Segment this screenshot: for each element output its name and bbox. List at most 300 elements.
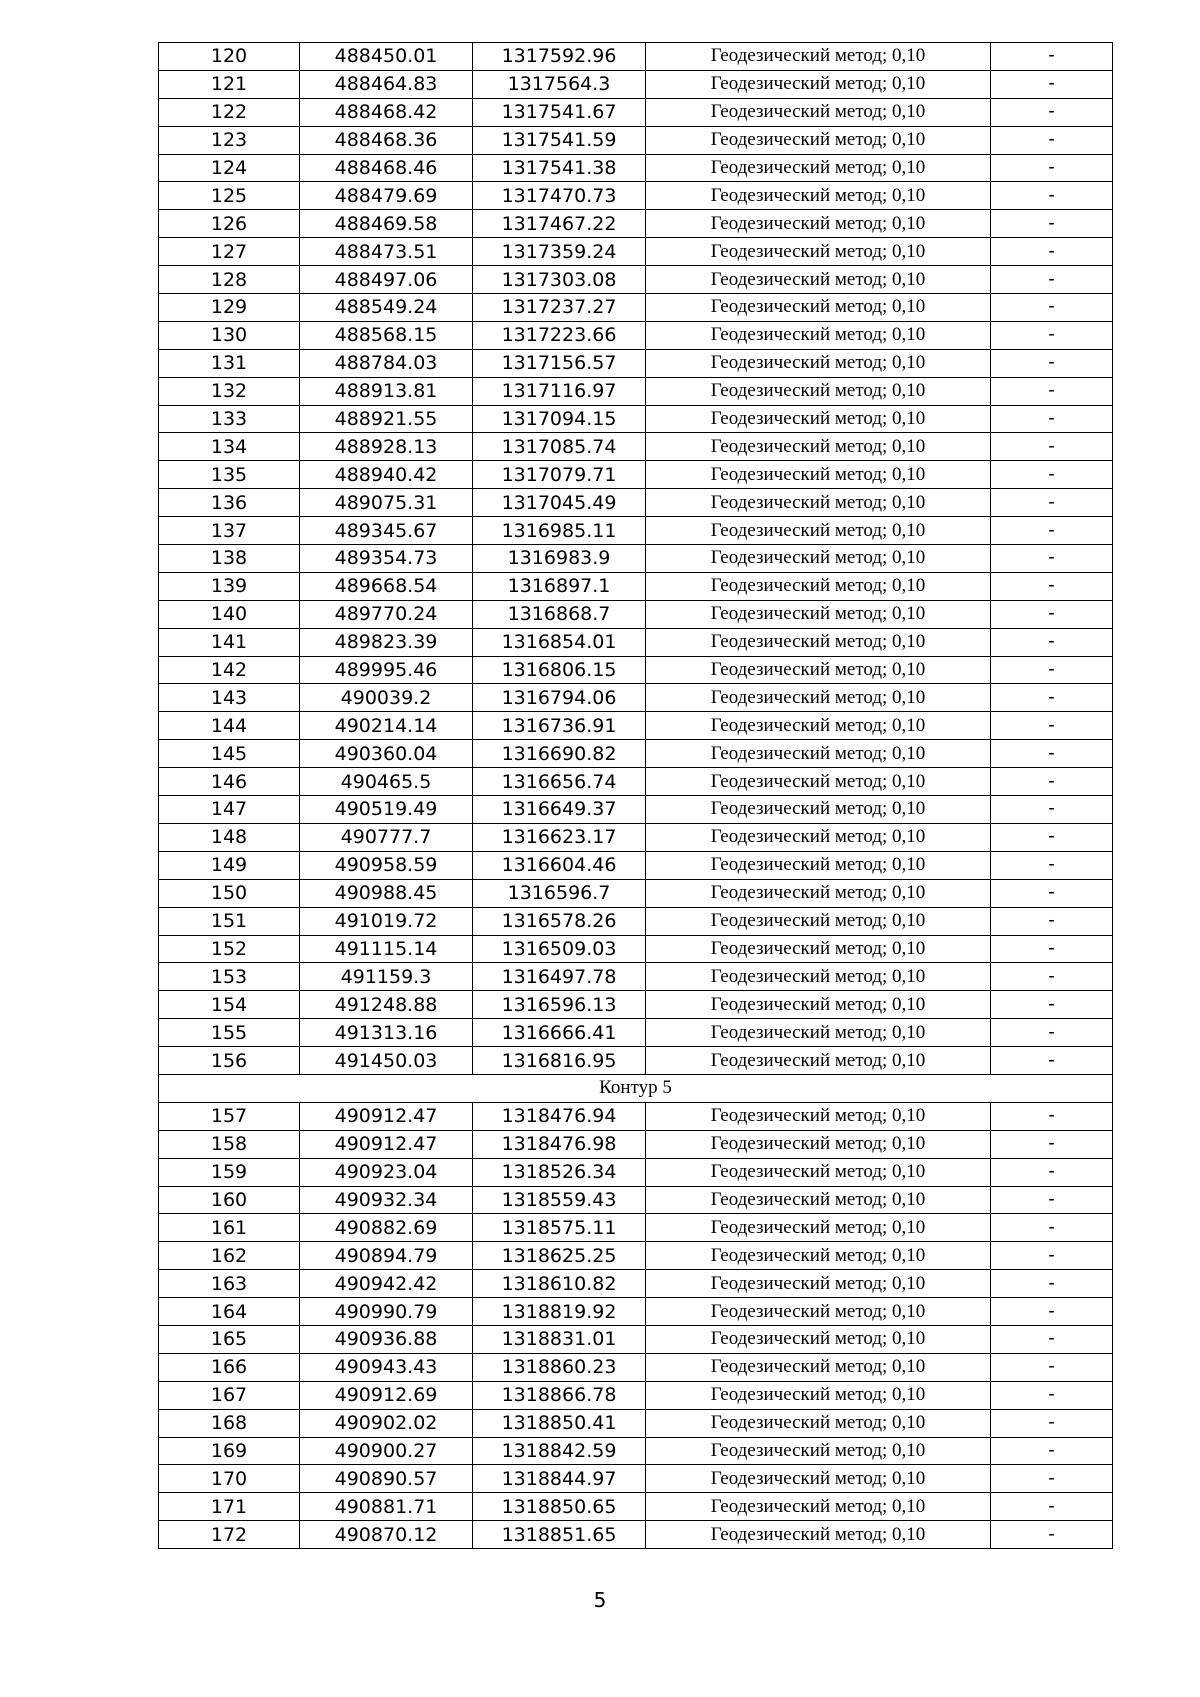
y-coordinate-cell: 1318819.92 bbox=[473, 1298, 646, 1326]
y-coordinate-cell: 1317156.57 bbox=[473, 349, 646, 377]
x-coordinate-cell: 490936.88 bbox=[300, 1325, 473, 1353]
y-coordinate-cell: 1316690.82 bbox=[473, 740, 646, 768]
point-number-cell: 137 bbox=[159, 517, 300, 545]
y-coordinate-cell: 1316868.7 bbox=[473, 600, 646, 628]
method-cell: Геодезический метод; 0,10 bbox=[646, 1102, 991, 1130]
method-cell: Геодезический метод; 0,10 bbox=[646, 489, 991, 517]
x-coordinate-cell: 490912.47 bbox=[300, 1130, 473, 1158]
method-cell: Геодезический метод; 0,10 bbox=[646, 768, 991, 796]
method-cell: Геодезический метод; 0,10 bbox=[646, 1521, 991, 1549]
x-coordinate-cell: 490943.43 bbox=[300, 1353, 473, 1381]
method-cell: Геодезический метод; 0,10 bbox=[646, 851, 991, 879]
method-cell: Геодезический метод; 0,10 bbox=[646, 1047, 991, 1075]
table-row bbox=[159, 1242, 1113, 1270]
note-cell: - bbox=[991, 1047, 1113, 1075]
note-cell: - bbox=[991, 1325, 1113, 1353]
note-cell: - bbox=[991, 238, 1113, 266]
point-number-cell: 126 bbox=[159, 210, 300, 238]
table-row bbox=[159, 377, 1113, 405]
x-coordinate-cell: 491115.14 bbox=[300, 935, 473, 963]
x-coordinate-cell: 490777.7 bbox=[300, 823, 473, 851]
x-coordinate-cell: 488940.42 bbox=[300, 461, 473, 489]
method-cell: Геодезический метод; 0,10 bbox=[646, 349, 991, 377]
table-row bbox=[159, 433, 1113, 461]
table-row bbox=[159, 1521, 1113, 1549]
y-coordinate-cell: 1316897.1 bbox=[473, 572, 646, 600]
x-coordinate-cell: 488913.81 bbox=[300, 377, 473, 405]
point-number-cell: 123 bbox=[159, 126, 300, 154]
table-row bbox=[159, 572, 1113, 600]
y-coordinate-cell: 1317470.73 bbox=[473, 182, 646, 210]
note-cell: - bbox=[991, 517, 1113, 545]
y-coordinate-cell: 1318850.41 bbox=[473, 1409, 646, 1437]
point-number-cell: 165 bbox=[159, 1325, 300, 1353]
point-number-cell: 171 bbox=[159, 1493, 300, 1521]
x-coordinate-cell: 490894.79 bbox=[300, 1242, 473, 1270]
point-number-cell: 156 bbox=[159, 1047, 300, 1075]
y-coordinate-cell: 1316604.46 bbox=[473, 851, 646, 879]
x-coordinate-cell: 490881.71 bbox=[300, 1493, 473, 1521]
note-cell: - bbox=[991, 489, 1113, 517]
point-number-cell: 139 bbox=[159, 572, 300, 600]
point-number-cell: 132 bbox=[159, 377, 300, 405]
x-coordinate-cell: 489668.54 bbox=[300, 572, 473, 600]
note-cell: - bbox=[991, 1242, 1113, 1270]
y-coordinate-cell: 1318860.23 bbox=[473, 1353, 646, 1381]
table-row bbox=[159, 126, 1113, 154]
note-cell: - bbox=[991, 851, 1113, 879]
note-cell: - bbox=[991, 1270, 1113, 1298]
method-cell: Геодезический метод; 0,10 bbox=[646, 238, 991, 266]
y-coordinate-cell: 1316985.11 bbox=[473, 517, 646, 545]
note-cell: - bbox=[991, 210, 1113, 238]
table-row bbox=[159, 684, 1113, 712]
x-coordinate-cell: 489823.39 bbox=[300, 628, 473, 656]
note-cell: - bbox=[991, 433, 1113, 461]
note-cell: - bbox=[991, 182, 1113, 210]
x-coordinate-cell: 490882.69 bbox=[300, 1214, 473, 1242]
x-coordinate-cell: 490519.49 bbox=[300, 796, 473, 824]
y-coordinate-cell: 1317303.08 bbox=[473, 266, 646, 294]
point-number-cell: 155 bbox=[159, 1019, 300, 1047]
method-cell: Геодезический метод; 0,10 bbox=[646, 1158, 991, 1186]
x-coordinate-cell: 488549.24 bbox=[300, 294, 473, 322]
table-row bbox=[159, 182, 1113, 210]
table-row bbox=[159, 405, 1113, 433]
x-coordinate-cell: 488468.46 bbox=[300, 154, 473, 182]
y-coordinate-cell: 1316649.37 bbox=[473, 796, 646, 824]
point-number-cell: 146 bbox=[159, 768, 300, 796]
y-coordinate-cell: 1316794.06 bbox=[473, 684, 646, 712]
note-cell: - bbox=[991, 712, 1113, 740]
x-coordinate-cell: 488473.51 bbox=[300, 238, 473, 266]
coordinates-table bbox=[158, 42, 1113, 1549]
note-cell: - bbox=[991, 43, 1113, 71]
point-number-cell: 142 bbox=[159, 656, 300, 684]
note-cell: - bbox=[991, 1465, 1113, 1493]
x-coordinate-cell: 490932.34 bbox=[300, 1186, 473, 1214]
point-number-cell: 129 bbox=[159, 294, 300, 322]
table-row bbox=[159, 1381, 1113, 1409]
y-coordinate-cell: 1318866.78 bbox=[473, 1381, 646, 1409]
table-row bbox=[159, 1437, 1113, 1465]
y-coordinate-cell: 1317467.22 bbox=[473, 210, 646, 238]
x-coordinate-cell: 490039.2 bbox=[300, 684, 473, 712]
table-row bbox=[159, 628, 1113, 656]
y-coordinate-cell: 1316806.15 bbox=[473, 656, 646, 684]
table-row bbox=[159, 1214, 1113, 1242]
y-coordinate-cell: 1316736.91 bbox=[473, 712, 646, 740]
x-coordinate-cell: 488928.13 bbox=[300, 433, 473, 461]
method-cell: Геодезический метод; 0,10 bbox=[646, 461, 991, 489]
method-cell: Геодезический метод; 0,10 bbox=[646, 656, 991, 684]
point-number-cell: 172 bbox=[159, 1521, 300, 1549]
table-row bbox=[159, 321, 1113, 349]
table-row bbox=[159, 1019, 1113, 1047]
table-row bbox=[159, 1158, 1113, 1186]
x-coordinate-cell: 490923.04 bbox=[300, 1158, 473, 1186]
x-coordinate-cell: 489770.24 bbox=[300, 600, 473, 628]
point-number-cell: 169 bbox=[159, 1437, 300, 1465]
x-coordinate-cell: 490465.5 bbox=[300, 768, 473, 796]
x-coordinate-cell: 490912.47 bbox=[300, 1102, 473, 1130]
x-coordinate-cell: 488468.36 bbox=[300, 126, 473, 154]
point-number-cell: 133 bbox=[159, 405, 300, 433]
table-row bbox=[159, 70, 1113, 98]
note-cell: - bbox=[991, 991, 1113, 1019]
method-cell: Геодезический метод; 0,10 bbox=[646, 98, 991, 126]
y-coordinate-cell: 1316578.26 bbox=[473, 907, 646, 935]
table-row bbox=[159, 963, 1113, 991]
method-cell: Геодезический метод; 0,10 bbox=[646, 1214, 991, 1242]
table-row bbox=[159, 1409, 1113, 1437]
point-number-cell: 144 bbox=[159, 712, 300, 740]
point-number-cell: 134 bbox=[159, 433, 300, 461]
x-coordinate-cell: 490912.69 bbox=[300, 1381, 473, 1409]
method-cell: Геодезический метод; 0,10 bbox=[646, 1130, 991, 1158]
point-number-cell: 162 bbox=[159, 1242, 300, 1270]
note-cell: - bbox=[991, 70, 1113, 98]
x-coordinate-cell: 490902.02 bbox=[300, 1409, 473, 1437]
note-cell: - bbox=[991, 935, 1113, 963]
method-cell: Геодезический метод; 0,10 bbox=[646, 70, 991, 98]
y-coordinate-cell: 1316983.9 bbox=[473, 545, 646, 573]
table-row bbox=[159, 1298, 1113, 1326]
table-row bbox=[159, 489, 1113, 517]
x-coordinate-cell: 490214.14 bbox=[300, 712, 473, 740]
table-row bbox=[159, 545, 1113, 573]
point-number-cell: 154 bbox=[159, 991, 300, 1019]
method-cell: Геодезический метод; 0,10 bbox=[646, 1381, 991, 1409]
x-coordinate-cell: 489075.31 bbox=[300, 489, 473, 517]
note-cell: - bbox=[991, 796, 1113, 824]
table-row bbox=[159, 1047, 1113, 1075]
point-number-cell: 152 bbox=[159, 935, 300, 963]
method-cell: Геодезический метод; 0,10 bbox=[646, 1409, 991, 1437]
point-number-cell: 130 bbox=[159, 321, 300, 349]
note-cell: - bbox=[991, 823, 1113, 851]
x-coordinate-cell: 490900.27 bbox=[300, 1437, 473, 1465]
table-row bbox=[159, 294, 1113, 322]
note-cell: - bbox=[991, 1214, 1113, 1242]
y-coordinate-cell: 1316623.17 bbox=[473, 823, 646, 851]
method-cell: Геодезический метод; 0,10 bbox=[646, 572, 991, 600]
y-coordinate-cell: 1318476.98 bbox=[473, 1130, 646, 1158]
y-coordinate-cell: 1318575.11 bbox=[473, 1214, 646, 1242]
table-row bbox=[159, 600, 1113, 628]
table-row bbox=[159, 210, 1113, 238]
note-cell: - bbox=[991, 545, 1113, 573]
point-number-cell: 138 bbox=[159, 545, 300, 573]
note-cell: - bbox=[991, 768, 1113, 796]
x-coordinate-cell: 491450.03 bbox=[300, 1047, 473, 1075]
note-cell: - bbox=[991, 154, 1113, 182]
y-coordinate-cell: 1316497.78 bbox=[473, 963, 646, 991]
y-coordinate-cell: 1317223.66 bbox=[473, 321, 646, 349]
method-cell: Геодезический метод; 0,10 bbox=[646, 1019, 991, 1047]
x-coordinate-cell: 488450.01 bbox=[300, 43, 473, 71]
point-number-cell: 151 bbox=[159, 907, 300, 935]
y-coordinate-cell: 1318850.65 bbox=[473, 1493, 646, 1521]
y-coordinate-cell: 1317541.67 bbox=[473, 98, 646, 126]
x-coordinate-cell: 490942.42 bbox=[300, 1270, 473, 1298]
note-cell: - bbox=[991, 1186, 1113, 1214]
table-row bbox=[159, 1325, 1113, 1353]
table-row bbox=[159, 851, 1113, 879]
point-number-cell: 148 bbox=[159, 823, 300, 851]
table-row bbox=[159, 43, 1113, 71]
x-coordinate-cell: 489354.73 bbox=[300, 545, 473, 573]
note-cell: - bbox=[991, 321, 1113, 349]
x-coordinate-cell: 488497.06 bbox=[300, 266, 473, 294]
y-coordinate-cell: 1317085.74 bbox=[473, 433, 646, 461]
y-coordinate-cell: 1318559.43 bbox=[473, 1186, 646, 1214]
note-cell: - bbox=[991, 349, 1113, 377]
point-number-cell: 150 bbox=[159, 879, 300, 907]
table-row bbox=[159, 1465, 1113, 1493]
point-number-cell: 163 bbox=[159, 1270, 300, 1298]
x-coordinate-cell: 488784.03 bbox=[300, 349, 473, 377]
note-cell: - bbox=[991, 1381, 1113, 1409]
method-cell: Геодезический метод; 0,10 bbox=[646, 1493, 991, 1521]
point-number-cell: 168 bbox=[159, 1409, 300, 1437]
method-cell: Геодезический метод; 0,10 bbox=[646, 1186, 991, 1214]
y-coordinate-cell: 1316666.41 bbox=[473, 1019, 646, 1047]
method-cell: Геодезический метод; 0,10 bbox=[646, 740, 991, 768]
x-coordinate-cell: 491159.3 bbox=[300, 963, 473, 991]
point-number-cell: 149 bbox=[159, 851, 300, 879]
note-cell: - bbox=[991, 377, 1113, 405]
y-coordinate-cell: 1316816.95 bbox=[473, 1047, 646, 1075]
point-number-cell: 170 bbox=[159, 1465, 300, 1493]
method-cell: Геодезический метод; 0,10 bbox=[646, 712, 991, 740]
table-row bbox=[159, 517, 1113, 545]
y-coordinate-cell: 1317094.15 bbox=[473, 405, 646, 433]
x-coordinate-cell: 490988.45 bbox=[300, 879, 473, 907]
note-cell: - bbox=[991, 1437, 1113, 1465]
point-number-cell: 167 bbox=[159, 1381, 300, 1409]
point-number-cell: 120 bbox=[159, 43, 300, 71]
table-body bbox=[159, 43, 1113, 1549]
method-cell: Геодезический метод; 0,10 bbox=[646, 628, 991, 656]
method-cell: Геодезический метод; 0,10 bbox=[646, 517, 991, 545]
note-cell: - bbox=[991, 628, 1113, 656]
y-coordinate-cell: 1318625.25 bbox=[473, 1242, 646, 1270]
note-cell: - bbox=[991, 98, 1113, 126]
table-row bbox=[159, 266, 1113, 294]
point-number-cell: 164 bbox=[159, 1298, 300, 1326]
point-number-cell: 159 bbox=[159, 1158, 300, 1186]
method-cell: Геодезический метод; 0,10 bbox=[646, 879, 991, 907]
point-number-cell: 136 bbox=[159, 489, 300, 517]
point-number-cell: 122 bbox=[159, 98, 300, 126]
note-cell: - bbox=[991, 963, 1113, 991]
table-row bbox=[159, 1130, 1113, 1158]
method-cell: Геодезический метод; 0,10 bbox=[646, 433, 991, 461]
y-coordinate-cell: 1316854.01 bbox=[473, 628, 646, 656]
method-cell: Геодезический метод; 0,10 bbox=[646, 796, 991, 824]
point-number-cell: 141 bbox=[159, 628, 300, 656]
note-cell: - bbox=[991, 1409, 1113, 1437]
table-row bbox=[159, 656, 1113, 684]
table-row bbox=[159, 712, 1113, 740]
note-cell: - bbox=[991, 684, 1113, 712]
y-coordinate-cell: 1317541.59 bbox=[473, 126, 646, 154]
method-cell: Геодезический метод; 0,10 bbox=[646, 405, 991, 433]
note-cell: - bbox=[991, 1019, 1113, 1047]
note-cell: - bbox=[991, 1158, 1113, 1186]
table-row bbox=[159, 461, 1113, 489]
y-coordinate-cell: 1318842.59 bbox=[473, 1437, 646, 1465]
y-coordinate-cell: 1318526.34 bbox=[473, 1158, 646, 1186]
point-number-cell: 135 bbox=[159, 461, 300, 489]
method-cell: Геодезический метод; 0,10 bbox=[646, 823, 991, 851]
section-header-row bbox=[159, 1074, 1113, 1102]
point-number-cell: 124 bbox=[159, 154, 300, 182]
method-cell: Геодезический метод; 0,10 bbox=[646, 294, 991, 322]
method-cell: Геодезический метод; 0,10 bbox=[646, 1270, 991, 1298]
note-cell: - bbox=[991, 294, 1113, 322]
x-coordinate-cell: 489995.46 bbox=[300, 656, 473, 684]
method-cell: Геодезический метод; 0,10 bbox=[646, 1465, 991, 1493]
method-cell: Геодезический метод; 0,10 bbox=[646, 377, 991, 405]
y-coordinate-cell: 1318844.97 bbox=[473, 1465, 646, 1493]
method-cell: Геодезический метод; 0,10 bbox=[646, 321, 991, 349]
y-coordinate-cell: 1317564.3 bbox=[473, 70, 646, 98]
note-cell: - bbox=[991, 740, 1113, 768]
x-coordinate-cell: 488921.55 bbox=[300, 405, 473, 433]
note-cell: - bbox=[991, 1493, 1113, 1521]
method-cell: Геодезический метод; 0,10 bbox=[646, 126, 991, 154]
method-cell: Геодезический метод; 0,10 bbox=[646, 1325, 991, 1353]
method-cell: Геодезический метод; 0,10 bbox=[646, 1298, 991, 1326]
y-coordinate-cell: 1316509.03 bbox=[473, 935, 646, 963]
table-row bbox=[159, 154, 1113, 182]
method-cell: Геодезический метод; 0,10 bbox=[646, 963, 991, 991]
table-row bbox=[159, 98, 1113, 126]
y-coordinate-cell: 1317541.38 bbox=[473, 154, 646, 182]
table-row bbox=[159, 349, 1113, 377]
table-row bbox=[159, 1270, 1113, 1298]
table-row bbox=[159, 1353, 1113, 1381]
table-row bbox=[159, 879, 1113, 907]
y-coordinate-cell: 1317079.71 bbox=[473, 461, 646, 489]
y-coordinate-cell: 1318610.82 bbox=[473, 1270, 646, 1298]
point-number-cell: 161 bbox=[159, 1214, 300, 1242]
table-row bbox=[159, 1493, 1113, 1521]
note-cell: - bbox=[991, 266, 1113, 294]
section-title: Контур 5 bbox=[159, 1074, 1113, 1102]
note-cell: - bbox=[991, 126, 1113, 154]
note-cell: - bbox=[991, 1521, 1113, 1549]
method-cell: Геодезический метод; 0,10 bbox=[646, 545, 991, 573]
y-coordinate-cell: 1318831.01 bbox=[473, 1325, 646, 1353]
y-coordinate-cell: 1316596.13 bbox=[473, 991, 646, 1019]
y-coordinate-cell: 1317116.97 bbox=[473, 377, 646, 405]
table-row bbox=[159, 238, 1113, 266]
x-coordinate-cell: 488464.83 bbox=[300, 70, 473, 98]
point-number-cell: 131 bbox=[159, 349, 300, 377]
x-coordinate-cell: 489345.67 bbox=[300, 517, 473, 545]
method-cell: Геодезический метод; 0,10 bbox=[646, 1242, 991, 1270]
x-coordinate-cell: 491313.16 bbox=[300, 1019, 473, 1047]
table-row bbox=[159, 935, 1113, 963]
note-cell: - bbox=[991, 600, 1113, 628]
point-number-cell: 158 bbox=[159, 1130, 300, 1158]
table-row bbox=[159, 823, 1113, 851]
x-coordinate-cell: 490958.59 bbox=[300, 851, 473, 879]
point-number-cell: 143 bbox=[159, 684, 300, 712]
y-coordinate-cell: 1318851.65 bbox=[473, 1521, 646, 1549]
x-coordinate-cell: 491019.72 bbox=[300, 907, 473, 935]
note-cell: - bbox=[991, 1353, 1113, 1381]
note-cell: - bbox=[991, 1130, 1113, 1158]
y-coordinate-cell: 1316596.7 bbox=[473, 879, 646, 907]
method-cell: Геодезический метод; 0,10 bbox=[646, 684, 991, 712]
method-cell: Геодезический метод; 0,10 bbox=[646, 210, 991, 238]
point-number-cell: 125 bbox=[159, 182, 300, 210]
x-coordinate-cell: 488469.58 bbox=[300, 210, 473, 238]
table-row bbox=[159, 1186, 1113, 1214]
note-cell: - bbox=[991, 572, 1113, 600]
note-cell: - bbox=[991, 879, 1113, 907]
point-number-cell: 127 bbox=[159, 238, 300, 266]
table-row bbox=[159, 907, 1113, 935]
note-cell: - bbox=[991, 656, 1113, 684]
x-coordinate-cell: 491248.88 bbox=[300, 991, 473, 1019]
x-coordinate-cell: 490890.57 bbox=[300, 1465, 473, 1493]
method-cell: Геодезический метод; 0,10 bbox=[646, 907, 991, 935]
y-coordinate-cell: 1317592.96 bbox=[473, 43, 646, 71]
method-cell: Геодезический метод; 0,10 bbox=[646, 182, 991, 210]
page-number: 5 bbox=[593, 1588, 607, 1612]
x-coordinate-cell: 490990.79 bbox=[300, 1298, 473, 1326]
y-coordinate-cell: 1317237.27 bbox=[473, 294, 646, 322]
method-cell: Геодезический метод; 0,10 bbox=[646, 1353, 991, 1381]
point-number-cell: 147 bbox=[159, 796, 300, 824]
point-number-cell: 160 bbox=[159, 1186, 300, 1214]
method-cell: Геодезический метод; 0,10 bbox=[646, 1437, 991, 1465]
y-coordinate-cell: 1317045.49 bbox=[473, 489, 646, 517]
table-row bbox=[159, 991, 1113, 1019]
point-number-cell: 128 bbox=[159, 266, 300, 294]
method-cell: Геодезический метод; 0,10 bbox=[646, 935, 991, 963]
note-cell: - bbox=[991, 461, 1113, 489]
method-cell: Геодезический метод; 0,10 bbox=[646, 154, 991, 182]
method-cell: Геодезический метод; 0,10 bbox=[646, 600, 991, 628]
note-cell: - bbox=[991, 907, 1113, 935]
x-coordinate-cell: 488468.42 bbox=[300, 98, 473, 126]
